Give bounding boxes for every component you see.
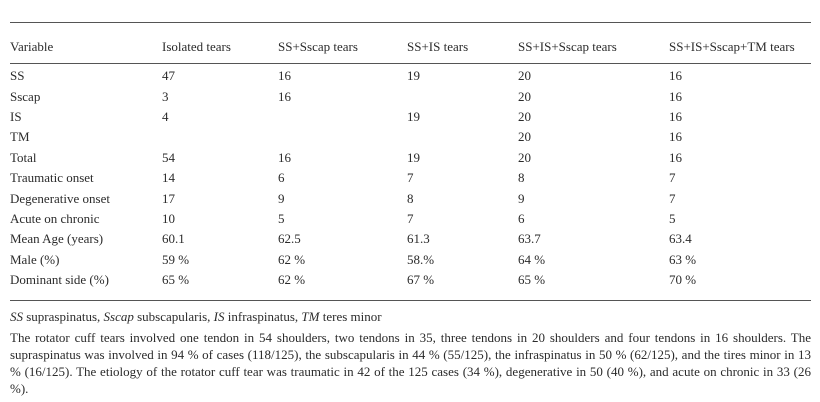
table-cell	[407, 86, 518, 106]
table-cell: 59 %	[162, 251, 190, 267]
body-table	[10, 66, 811, 290]
table-cell: 14	[162, 170, 175, 186]
table-body	[10, 66, 811, 290]
table-cell: 6	[518, 210, 525, 226]
table-cell: 16	[669, 149, 682, 165]
table-cell: 65 %	[518, 272, 546, 288]
table-row	[10, 209, 811, 229]
table-cell: 61.3	[407, 231, 430, 247]
table-cell: 8	[407, 190, 414, 206]
table-cell	[278, 127, 407, 147]
table-cell: 20	[518, 108, 531, 124]
column-header: SS+Sscap tears	[278, 39, 358, 54]
abbreviation-definition: teres minor	[319, 309, 382, 324]
table-cell: 64 %	[518, 251, 546, 267]
column-header: SS+IS+Sscap tears	[518, 39, 617, 54]
row-label: SS	[10, 68, 25, 84]
abbreviation-term: IS	[213, 309, 225, 324]
table-row	[10, 188, 811, 208]
table-cell: 19	[407, 149, 420, 165]
table-cell: 10	[162, 210, 175, 226]
abbreviation-term: Sscap	[103, 309, 134, 324]
table-cell: 7	[669, 190, 676, 206]
table-cell: 16	[669, 88, 682, 104]
abbreviation-definition: infraspinatus,	[224, 309, 302, 324]
table-cell	[278, 107, 407, 127]
table-cell: 62 %	[278, 272, 306, 288]
table-cell: 67 %	[407, 272, 435, 288]
table-row	[10, 229, 811, 249]
table-cell: 7	[407, 170, 414, 186]
table-cell: 5	[669, 210, 676, 226]
row-label: TM	[10, 129, 30, 145]
table-cell: 63.7	[518, 231, 541, 247]
row-label: Sscap	[10, 88, 41, 104]
table-cell: 17	[162, 190, 175, 206]
table-cell: 63 %	[669, 251, 697, 267]
table-cell	[162, 127, 278, 147]
table-cell: 16	[278, 149, 291, 165]
table-cell: 7	[407, 210, 414, 226]
table-abbreviations	[10, 309, 811, 325]
table-cell: 20	[518, 88, 531, 104]
table-cell: 54	[162, 149, 175, 165]
table-row	[10, 270, 811, 290]
table-cell: 3	[162, 88, 169, 104]
table-cell: 20	[518, 129, 531, 145]
table-cell: 19	[407, 68, 420, 84]
column-header: Isolated tears	[162, 39, 231, 54]
header-table	[10, 33, 811, 61]
table-cell: 8	[518, 170, 525, 186]
table-header-rule	[10, 63, 811, 64]
table-cell: 62.5	[278, 231, 301, 247]
table-row	[10, 66, 811, 86]
row-label: Traumatic onset	[10, 170, 94, 186]
abbreviation-term: SS	[10, 309, 23, 324]
table-note: The rotator cuff tears involved one tendon in 54 shoulders, two tendons in 35, three tendons in 20 shoulders and four tendons in 16 shoulders. The supraspinatus was involved in 94 % of cases (118/125), the subscapularis in 44 % (55/125), the infraspinatus in 50 % (62/125), and the tires minor in 13 % (16/125). The etiology of the rotator cuff tear was traumatic in 42 of the 125 cases (34 %), degenerative in 50 (40 %), and acute on chronic in 33 (26 %).	[10, 330, 811, 396]
column-header: Variable	[10, 39, 54, 54]
table-cell: 70 %	[669, 272, 697, 288]
table-row	[10, 107, 811, 127]
table-row	[10, 250, 811, 270]
table-cell: 16	[669, 68, 682, 84]
table-row	[10, 86, 811, 106]
table-cell: 65 %	[162, 272, 190, 288]
table-top-rule	[10, 22, 811, 23]
table-cell: 20	[518, 149, 531, 165]
table-row	[10, 168, 811, 188]
row-label: Male (%)	[10, 251, 60, 267]
table-row	[10, 148, 811, 168]
table-cell: 62 %	[278, 251, 306, 267]
row-label: Dominant side (%)	[10, 272, 109, 288]
abbreviation-definition: subscapularis,	[133, 309, 214, 324]
column-header: SS+IS tears	[407, 39, 469, 54]
column-header: SS+IS+Sscap+TM tears	[669, 39, 795, 54]
abbreviation-term: TM	[301, 309, 320, 324]
table-bottom-rule	[10, 300, 811, 301]
table-cell: 58.%	[407, 251, 435, 267]
table-cell: 7	[669, 170, 676, 186]
table-cell: 16	[278, 68, 291, 84]
table-cell: 5	[278, 210, 285, 226]
table-cell: 47	[162, 68, 175, 84]
header-row	[10, 33, 811, 61]
row-label: Acute on chronic	[10, 210, 100, 226]
table-cell: 20	[518, 68, 531, 84]
table-cell: 16	[278, 88, 291, 104]
row-label: Total	[10, 149, 37, 165]
table-cell: 16	[669, 129, 682, 145]
table-cell: 6	[278, 170, 285, 186]
row-label: Mean Age (years)	[10, 231, 104, 247]
abbreviation-definition: supraspinatus,	[23, 309, 104, 324]
table-header	[10, 33, 811, 61]
table-cell: 19	[407, 108, 420, 124]
table-cell: 16	[669, 108, 682, 124]
table-cell	[407, 127, 518, 147]
table-row	[10, 127, 811, 147]
row-label: Degenerative onset	[10, 190, 110, 206]
table-cell: 9	[518, 190, 525, 206]
table-cell: 63.4	[669, 231, 692, 247]
row-label: IS	[10, 108, 22, 124]
table-cell: 60.1	[162, 231, 185, 247]
table-cell: 4	[162, 108, 169, 124]
table-cell: 9	[278, 190, 285, 206]
